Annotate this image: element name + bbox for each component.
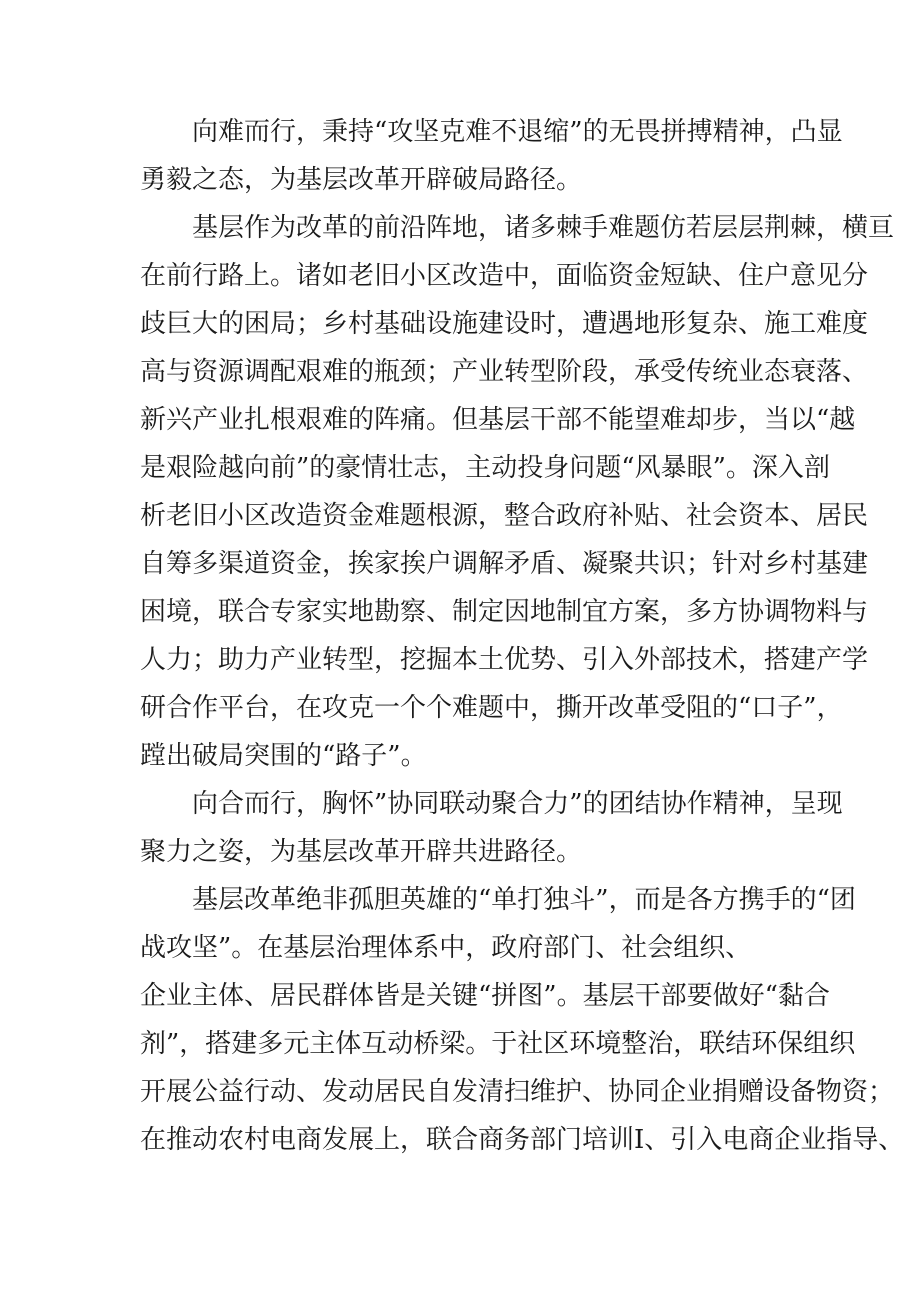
paragraph-3-line-1: 向合而行，胸怀”协同联动聚合力”的团结协作精神，呈现 <box>192 789 843 819</box>
paragraph-2-line-12: 蹚出破局突围的“路子”。 <box>140 741 427 771</box>
paragraph-4-line-5: 开展公益行动、发动居民自发清扫维护、协同企业捐赠设备物资； <box>140 1077 895 1107</box>
paragraph-4-line-3: 企业主体、居民群体皆是关键“拼图”。基层干部要做好“黏合 <box>140 981 830 1011</box>
paragraph-2-line-4: 高与资源调配艰难的瓶颈；产业转型阶段，承受传统业态衰落、 <box>140 357 869 387</box>
paragraph-2-line-10: 人力；助力产业转型，挖掘本土优势、引入外部技术，搭建产学 <box>140 645 869 675</box>
paragraph-2-line-6: 是艰险越向前”的豪情壮志，主动投身问题“风暴眼”。深入剖 <box>140 453 830 483</box>
paragraph-4-line-1: 基层改革绝非孤胆英雄的“单打独斗”，而是各方携手的“团 <box>192 885 856 915</box>
paragraph-2-line-7: 析老旧小区改造资金难题根源，整合政府补贴、社会资本、居民 <box>140 501 869 531</box>
paragraph-2-line-3: 歧巨大的困局；乡村基础设施建设时，遭遇地形复杂、施工难度 <box>140 309 869 339</box>
paragraph-1-line-2: 勇毅之态，为基层改革开辟破局路径。 <box>140 165 583 195</box>
paragraph-4-line-4: 剂”，搭建多元主体互动桥梁。于社区环境整治，联结环保组织 <box>140 1029 856 1059</box>
paragraph-2-line-2: 在前行路上。诸如老旧小区改造中，面临资金短缺、住户意见分 <box>140 261 869 291</box>
paragraph-4-line-2: 战攻坚”。在基层治理体系中，政府部门、社会组织、 <box>140 933 752 963</box>
paragraph-2-line-1: 基层作为改革的前沿阵地，诸多棘手难题仿若层层荆棘，横亘 <box>192 213 895 243</box>
paragraph-2-line-9: 困境，联合专家实地勘察、制定因地制宜方案，多方协调物料与 <box>140 597 869 627</box>
paragraph-3-line-2: 聚力之姿，为基层改革开辟共进路径。 <box>140 837 583 867</box>
paragraph-2-line-11: 研合作平台，在攻克一个个难题中，撕开改革受阻的“口子”， <box>140 693 843 723</box>
paragraph-2-line-5: 新兴产业扎根艰难的阵痛。但基层干部不能望难却步，当以“越 <box>140 405 856 435</box>
paragraph-1-line-1: 向难而行，秉持“攻坚克难不退缩”的无畏拼搏精神，凸显 <box>192 117 843 147</box>
paragraph-4-line-6: 在推动农村电商发展上，联合商务部门培训I、引入电商企业指导、 <box>140 1125 905 1155</box>
paragraph-2-line-8: 自筹多渠道资金，挨家挨户调解矛盾、凝聚共识；针对乡村基建 <box>140 549 869 579</box>
